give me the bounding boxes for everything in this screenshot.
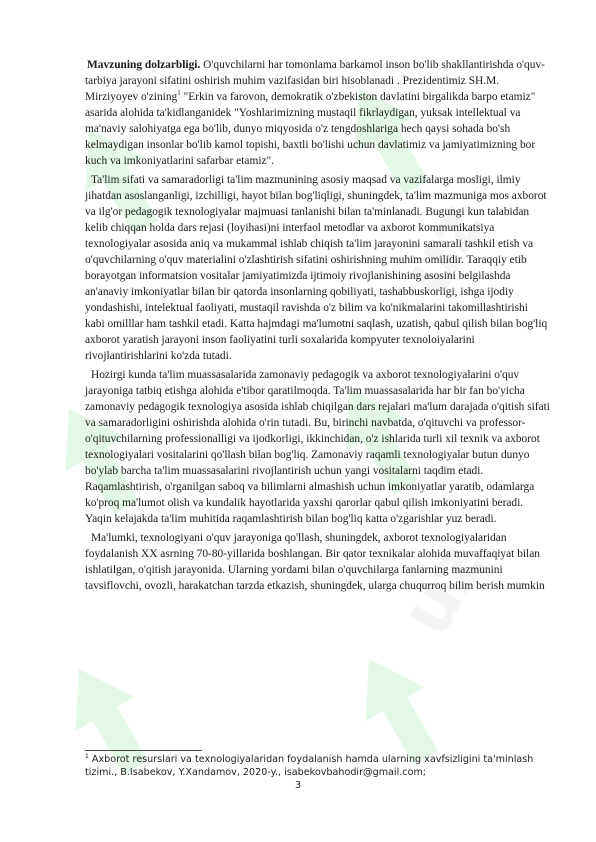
page-number: 3 (294, 780, 302, 791)
footnote-reference[interactable]: 1 (177, 89, 181, 98)
paragraph-text: O'quvchilarni har tomonlama barkamol inson bo'lib shakllantirishda o'quv-tarbiya jarayoni sifatini oshirish muhim vazifasidan biri hisoblanadi . Prezidentimiz SH.M. Mirziyoyev o'zining (85, 59, 545, 103)
paragraph-text: "Erkin va farovon, demokratik o'zbekiston davlatini birgalikda barpo etamiz" asarida alohida ta'kidlanganidek "Yoshlarimizning mustaqil fikrlaydigan, yuksak intellektual va ma'naviy salohiyatga ega bo'lib, dunyo miqyosida o'z tengdoshlariga hech qaysi sohada bo'sh kelmaydigan insonlar bo'lib kamol topishi, baxtli bo'lishi uchun davlatimiz va jamiyatimizning bor kuch va imkoniyatlarini safarbar etamiz". (85, 91, 536, 167)
footnote-text: Axborot resurslari va texnologiyalaridan foydalanish hamda ularning xavfsizligini ta'minlash tizimi., B.Isabekov, Y.Xandamov, 2020-y., isabekovbahodir@gmail.com; (85, 754, 534, 778)
paragraph-history: Ma'lumki, texnologiyani o'quv jarayoniga qo'llash, shuningdek, axborot texnologiyalaridan foydalanish XX asrning 70-80-yillarida boshlangan. Bir qator texnikalar alohida muvaffaqiyat bilan ishlatilgan, o'qitish jarayonida. Ularning yordami bilan o'quvchilarga fanlarning mazmunini tavsiflovchi, ovozli, harakatchan tarzda etkazish, shuningdek, ularga chuqurroq bilim berish mumkin (85, 532, 545, 592)
svg-text:uz: uz (383, 529, 501, 649)
footnote-number: 1 (85, 752, 89, 760)
footnote (85, 753, 555, 779)
footnote-divider (85, 750, 202, 751)
document-body (85, 57, 550, 597)
paragraph-relevance (85, 57, 550, 169)
section-lead-title: Mavzuning dolzarbligi. (87, 59, 201, 71)
paragraph-modern-technologies: Hozirgi kunda ta'lim muassasalarida zamonaviy pedagogik va axborot texnologiyalarini o'quv jarayoniga tatbiq etishga alohida e'tibor qaratilmoqda. Ta'lim muassasalarida har bir fan bo'yicha zamonaviy pedagogik texnologiya asosida ishlab chiqilgan dars rejalari ma'lum darajada o'qitish sifati va samaradorligini oshirishda alohida o'rin tutadi. Bu, birinchi navbatda, o'qituvchi va professor-o'qituvchilarning professionalligi va ijodkorligi, ikkinchidan, o'z ishlarida turli xil texnik va axborot texnologiyalari vositalarini qo'llash bilan bog'liq. Zamonaviy raqamli texnologiyalar butun dunyo bo'ylab barcha ta'lim muassasalarini rivojlantirish uchun yangi vositalarni taqdim etadi. Raqamlashtirish, o'rganilgan saboq va bilimlarni almashish uchun imkoniyatlar yaratib, odamlarga ko'proq ma'lumot olish va kundalik hayotlarida yaxshi qarorlar qabul qilish imkoniyatini beradi. Yaqin kelajakda ta'lim muhitida raqamlashtirish bilan bog'liq katta o'zgarishlar yuz beradi. (85, 369, 550, 525)
paragraph-education-quality: Ta'lim sifati va samaradorligi ta'lim mazmunining asosiy maqsad va vazifalarga mosligi, ilmiy jihatdan asoslanganligi, izchilligi, hayot bilan bog'liqligi, shuningdek, ta'lim mazmuniga mos axborot va ilg'or pedagogik texnologiyalar majmuasi tanlanishi bilan ta'minlanadi. Bugungi kun talabidan kelib chiqqan holda dars rejasi (loyihasi)ni interfaol metodlar va axborot kommunikatsiya texnologiyalar asosida aniq va mukammal ishlab chiqish ta'lim jarayonini samarali tashkil etish va o'quvchilarning o'quv materialini o'zlashtirish sifatini oshirishning muhim omilidir. Taraqqiy etib borayotgan informatsion vositalar jamiyatimizda ijtimoiy rivojlanishining asosini belgilashda an'anaviy imkoniyatlar bilan bir qatorda insonlarning qobiliyati, tashabbuskorligi, ishga ijodiy yondashishi, intelektual faoliyati, mustaqil ravishda o'z bilim va ko'nikmalarini takomillashtirishi kabi omilllar ham tashkil etadi. Katta hajmdagi ma'lumotni saqlash, uzatish, qabul qilish bilan bog'liq axborot yaratish jarayoni inson faoliyatini turli soxalarida kompyuter texnoloiyalarini rivojlantirishlarini ko'zda tutadi. (85, 174, 548, 362)
svg-text:uz: uz (383, 189, 501, 309)
